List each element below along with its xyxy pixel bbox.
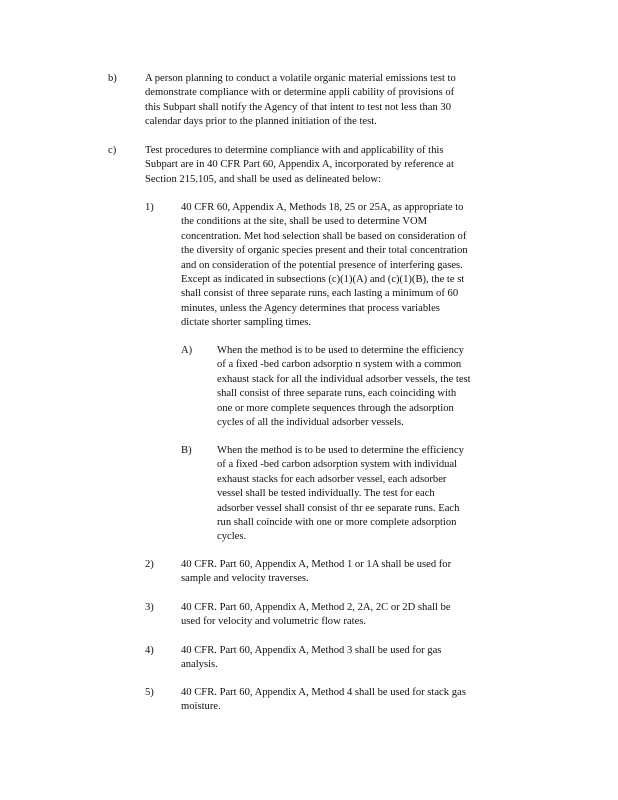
subparagraph-2-label: 2) <box>145 559 154 570</box>
text-line: 40 CFR. Part 60, Appendix A, Method 2, 2A, 2C or 2D shall be <box>181 602 451 613</box>
text-line: When the method is to be used to determine the efficiency <box>217 345 464 356</box>
subparagraph-1-label: 1) <box>145 202 154 213</box>
subparagraph-3-text <box>181 601 451 630</box>
text-line: analysis. <box>181 659 218 671</box>
text-line: demonstrate compliance with or determine appli cability of provisions of <box>145 87 455 99</box>
paragraph-c-text <box>145 144 454 187</box>
text-line: 40 CFR. Part 60, Appendix A, Method 4 shall be used for stack gas <box>181 687 466 698</box>
subparagraph-4-label: 4) <box>145 645 154 656</box>
text-line: Except as indicated in subsections (c)(1)(A) and (c)(1)(B), the te st <box>181 274 465 286</box>
text-line: cycles. <box>217 531 247 543</box>
text-line: cycles of all the individual adsorber vessels. <box>217 417 404 429</box>
subparagraph-1-text <box>181 201 468 331</box>
text-line: exhaust stacks for each adsorber vessel, each adsorber <box>217 473 447 485</box>
text-line: calendar days prior to the planned initiation of the test. <box>145 116 377 128</box>
text-line: Test procedures to determine compliance with and applicability of this <box>145 145 444 156</box>
text-line: run shall coincide with one or more complete adsorption <box>217 517 457 529</box>
text-line: When the method is to be used to determine the efficiency <box>217 445 464 456</box>
text-line: Subpart are in 40 CFR Part 60, Appendix A, incorporated by reference at <box>145 159 454 171</box>
subparagraph-1b-text <box>217 444 464 545</box>
subparagraph-1b-label: B) <box>181 445 192 456</box>
text-line: concentration. Met hod selection shall be based on consideration of <box>181 230 467 242</box>
subparagraph-1a-text <box>217 344 471 430</box>
text-line: used for velocity and volumetric flow rates. <box>181 616 367 628</box>
paragraph-b-text <box>145 72 456 130</box>
text-line: 40 CFR. Part 60, Appendix A, Method 3 shall be used for gas <box>181 645 442 656</box>
text-line: sample and velocity traverses. <box>181 573 309 585</box>
text-line: 40 CFR. Part 60, Appendix A, Method 1 or 1A shall be used for <box>181 559 452 570</box>
text-line: adsorber vessel shall consist of thr ee separate runs. Each <box>217 502 460 514</box>
text-line: the conditions at the site, shall be used to determine VOM <box>181 216 428 228</box>
text-line: A person planning to conduct a volatile organic material emissions test to <box>145 73 456 84</box>
text-line: of a fixed -bed carbon adsorption system with individual <box>217 459 458 471</box>
text-line: the diversity of organic species present and their total concentration <box>181 245 468 257</box>
paragraph-c-label: c) <box>108 145 117 156</box>
text-line: moisture. <box>181 701 221 713</box>
text-line: dictate shorter sampling times. <box>181 317 312 329</box>
text-line: minutes, unless the Agency determines that process variables <box>181 302 440 314</box>
text-line: one or more complete sequences through the adsorption <box>217 402 454 414</box>
text-line: of a fixed -bed carbon adsorptio n system with a common <box>217 359 462 371</box>
subparagraph-3-label: 3) <box>145 602 154 613</box>
subparagraph-2-text <box>181 558 451 587</box>
paragraph-b-label: b) <box>108 73 117 84</box>
text-line: and on consideration of the potential presence of interfering gases. <box>181 259 463 271</box>
text-line: vessel shall be tested individually. The test for each <box>217 488 435 500</box>
text-line: Section 215.105, and shall be used as delineated below: <box>145 173 381 185</box>
subparagraph-1a-label: A) <box>181 345 193 356</box>
subparagraph-4-text <box>181 644 441 673</box>
text-line: exhaust stack for all the individual adsorber vessels, the test <box>217 373 471 385</box>
text-line: 40 CFR 60, Appendix A, Methods 18, 25 or 25A, as appropriate to <box>181 202 464 213</box>
subparagraph-5-text <box>181 686 466 715</box>
subparagraph-5-label: 5) <box>145 687 154 698</box>
text-line: shall consist of three separate runs, each coinciding with <box>217 388 457 400</box>
text-line: shall consist of three separate runs, each lasting a minimum of 60 <box>181 288 459 300</box>
text-line: this Subpart shall notify the Agency of that intent to test not less than 30 <box>145 101 452 113</box>
